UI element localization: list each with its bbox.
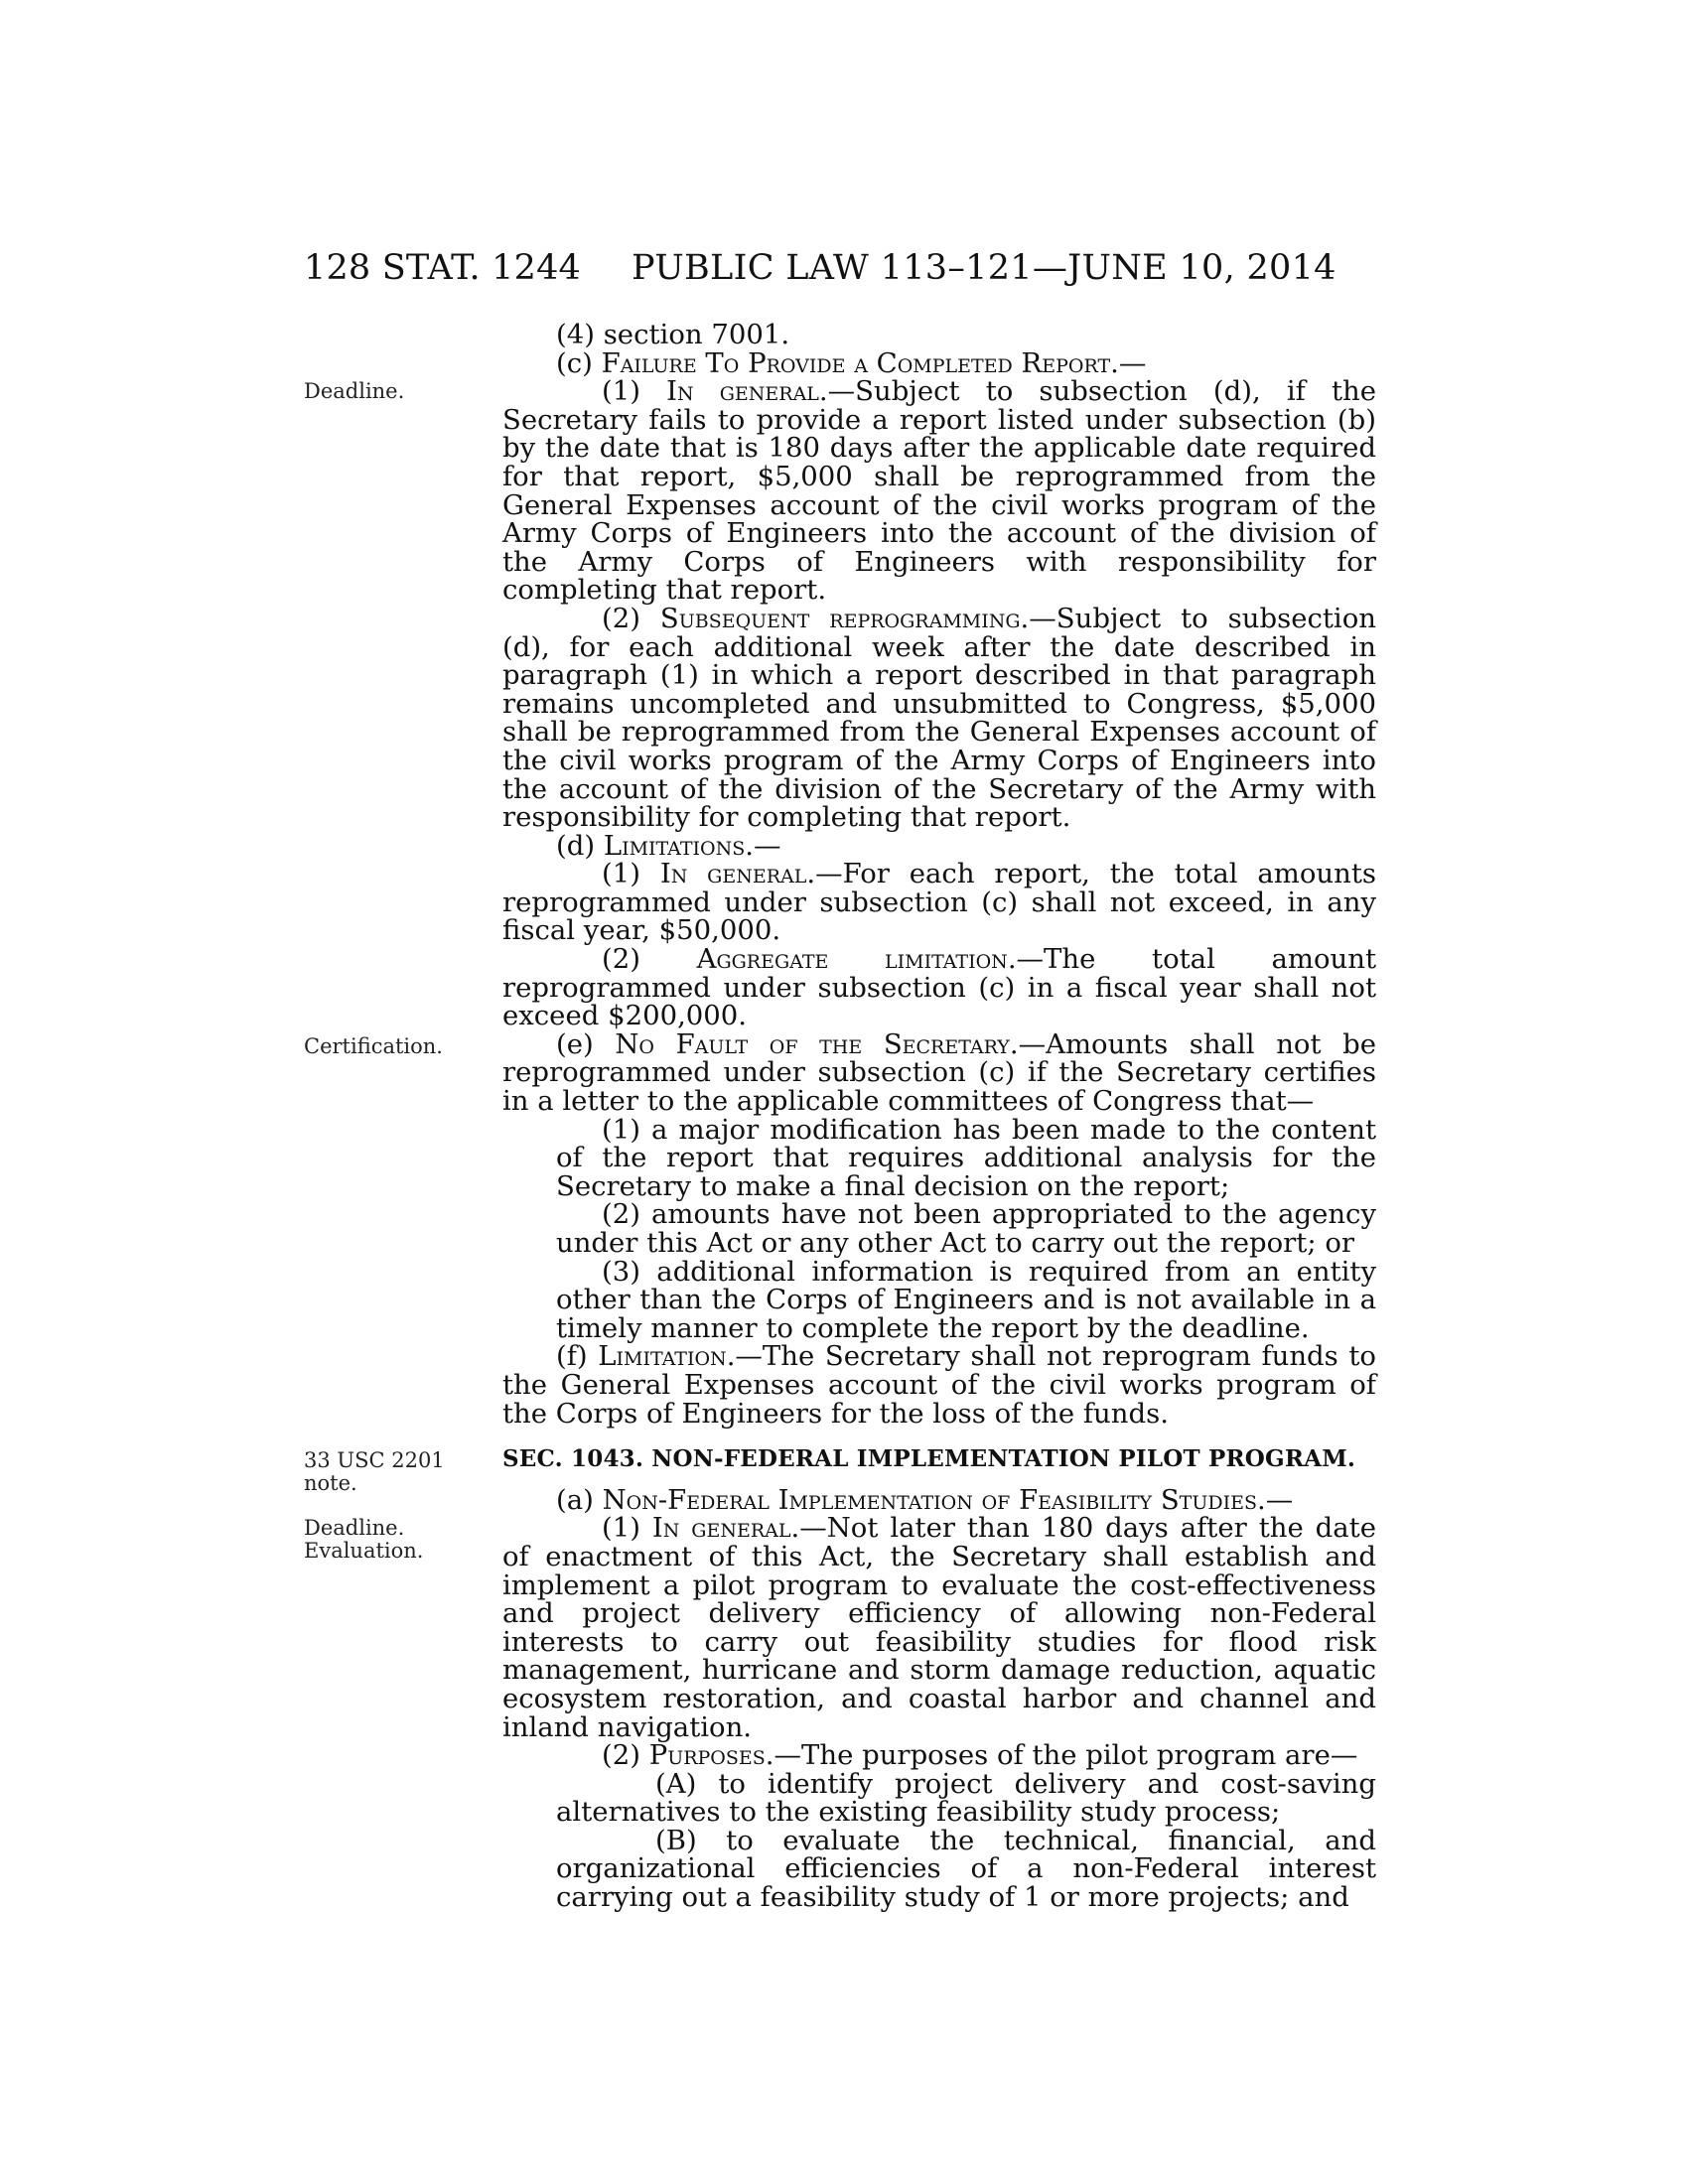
subsection-a-heading: (a) Non-Federal Implementation of Feasibility Studies.—	[556, 1483, 1294, 1516]
paragraph-e2: (2) amounts have not been appropriated to the agency under this Act or any other Act to carry out the report; or	[556, 1198, 1376, 1259]
margin-note-usc-line2: note.	[304, 1471, 357, 1495]
subsection-f: (f) Limitation.—The Secretary shall not reprogram funds to the General Expenses account of the civil works program of the Corps of Engineers for the loss of the funds.	[502, 1340, 1376, 1430]
subparagraph-aA: (A) to identify project delivery and cost-saving alternatives to the existing feasibility study process;	[556, 1767, 1376, 1829]
page-reference: 128 STAT. 1244	[304, 248, 582, 288]
subsection-d-heading: (d) Limitations.—	[556, 829, 781, 862]
margin-note-deadline: Deadline.	[304, 379, 405, 403]
paragraph-a1: (1) In general.—Not later than 180 days after the date of enactment of this Act, the Secretary shall establish and implement a pilot program to evaluate the cost-effectiveness and project delivery efficiency of allowing non-Federal interests to carry out feasibility studies for flood risk management, hurricane and storm damage reduction, aquatic ecosystem restoration, and coastal harbor and channel and inland navigation.	[502, 1512, 1376, 1743]
paragraph-b4: (4) section 7001.	[556, 319, 790, 350]
paragraph-d2: (2) Aggregate limitation.—The total amount reprogrammed under subsection (c) in a fiscal year shall not exceed $200,000.	[502, 943, 1377, 1032]
statute-text	[502, 321, 1376, 1912]
subsection-c-heading: (c) Failure To Provide a Completed Report.—	[556, 346, 1147, 379]
margin-note-certification: Certification.	[304, 1034, 443, 1058]
paragraph-d1: (1) In general.—For each report, the total amounts reprogrammed under subsection (c) shall not exceed, in any fiscal year, $50,000.	[502, 858, 1377, 947]
paragraph-c2: (2) Subsequent reprogramming.—Subject to subsection (d), for each additional week after the date described in paragraph (1) in which a report described in that paragraph remains uncompleted and unsubmitted to Congress, $5,000 shall be reprogrammed from the General Expenses account of the civil works program of the Army Corps of Engineers into the account of the division of the Secretary of the Army with responsibility for completing that report.	[502, 602, 1376, 834]
margin-note-deadline-evaluation	[304, 1517, 423, 1563]
subsection-e: (e) No Fault of the Secretary.—Amounts shall not be reprogrammed under subsection (c) if the Secretary certifies in a letter to the applicable committees of Congress that—	[502, 1027, 1376, 1118]
subparagraph-aB: (B) to evaluate the technical, financial, and organizational efficiencies of a non-Federal interest carrying out a feasibility study of 1 or more projects; and	[556, 1824, 1376, 1914]
margin-note-evaluation: Evaluation.	[304, 1539, 424, 1563]
paragraph-c1: (1) In general.—Subject to subsection (d), if the Secretary fails to provide a report listed under subsection (b) by the date that is 180 days after the applicable date required for that report, $5,000 shall be reprogrammed from the General Expenses account of the civil works program of the Army Corps of Engineers into the account of the division of the Army Corps of Engineers with responsibility for completing that report.	[502, 375, 1376, 607]
paragraph-a2: (2) Purposes.—The purposes of the pilot program are—	[602, 1739, 1358, 1772]
running-header: PUBLIC LAW 113–121—JUNE 10, 2014	[632, 248, 1336, 288]
margin-note-usc-line1: 33 USC 2201	[304, 1448, 445, 1472]
paragraph-e1: (1) a major modification has been made to the content of the report that requires additional analysis for the Secretary to make a final decision on the report;	[556, 1113, 1376, 1202]
margin-note-deadline-2: Deadline.	[304, 1516, 405, 1540]
section-heading: SEC. 1043. NON-FEDERAL IMPLEMENTATION PILOT PROGRAM.	[502, 1445, 1356, 1473]
margin-note-usc	[304, 1449, 445, 1495]
paragraph-e3: (3) additional information is required from an entity other than the Corps of Engineers and is not available in a timely manner to complete the report by the deadline.	[556, 1255, 1376, 1344]
